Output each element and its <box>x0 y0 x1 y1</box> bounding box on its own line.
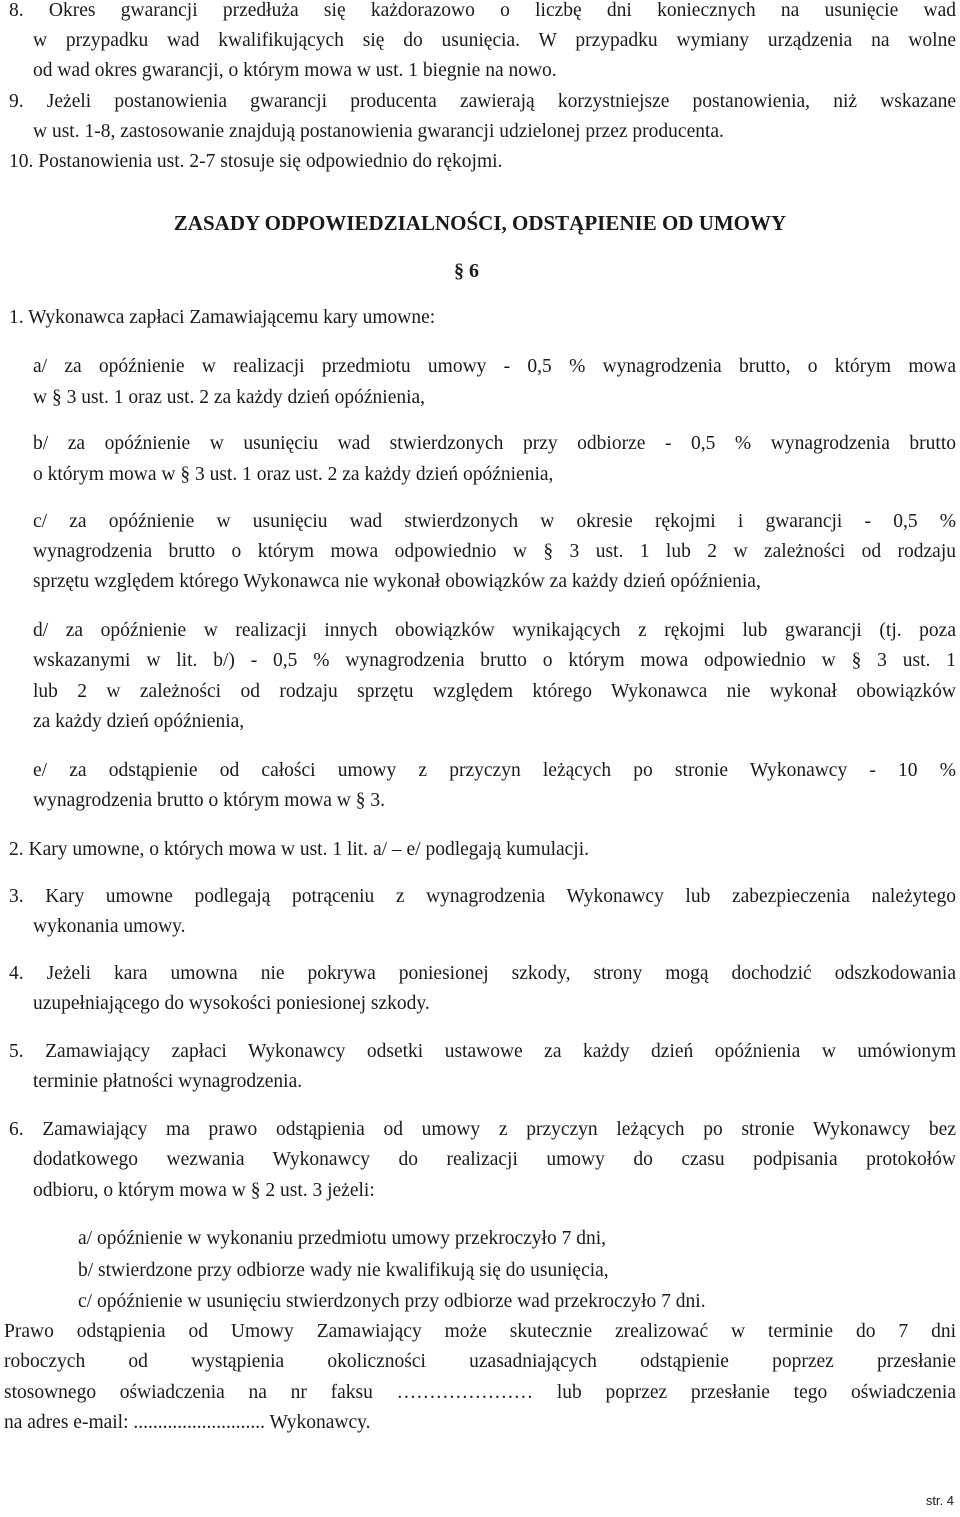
penalty-line: b/ za opóźnienie w usunięciu wad stwierdzonych przy odbiorze - 0,5 % wynagrodzenia brutto <box>33 433 956 454</box>
item-1-intro: 1. Wykonawca zapłaci Zamawiającemu kary umowne: <box>9 307 436 328</box>
penalty-line: za każdy dzień opóźnienia, <box>33 711 245 732</box>
point-line: 5. Zamawiający zapłaci Wykonawcy odsetki ustawowe za każdy dzień opóźnienia w umówionym <box>9 1041 956 1062</box>
text-line: w przypadku wad kwalifikujących się do usunięcia. W przypadku wymiany urządzenia na wolne <box>33 30 956 51</box>
closing-line: stosownego oświadczenia na nr faksu ………………… lub poprzez przesłanie tego oświadczenia <box>4 1382 956 1403</box>
page-number: str. 4 <box>925 1493 954 1508</box>
penalty-line: o którym mowa w § 3 ust. 1 oraz ust. 2 za każdy dzień opóźnienia, <box>33 464 554 485</box>
point-line: uzupełniającego do wysokości poniesionej szkody. <box>33 993 430 1014</box>
closing-line: na adres e-mail: ........................... Wykonawcy. <box>4 1412 371 1433</box>
penalty-line: w § 3 ust. 1 oraz ust. 2 za każdy dzień opóźnienia, <box>33 387 426 408</box>
closing-line: roboczych od wystąpienia okoliczności uzasadniających odstąpienie poprzez przesłanie <box>4 1351 956 1372</box>
penalty-line: wynagrodzenia brutto o którym mowa odpowiednio w § 3 ust. 1 lub 2 w zależności od rodzaju <box>33 541 956 562</box>
point-line: odbioru, o którym mowa w § 2 ust. 3 jeżeli: <box>33 1180 375 1201</box>
section-heading: ZASADY ODPOWIEDZIALNOŚCI, ODSTĄPIENIE OD UMOWY <box>173 211 787 235</box>
point-line: terminie płatności wynagrodzenia. <box>33 1071 303 1092</box>
point-line: 2. Kary umowne, o których mowa w ust. 1 lit. a/ – e/ podlegają kumulacji. <box>9 839 590 860</box>
text-line: od wad okres gwarancji, o którym mowa w ust. 1 biegnie na nowo. <box>33 60 557 81</box>
penalty-line: wskazanymi w lit. b/) - 0,5 % wynagrodzenia brutto o którym mowa odpowiednio w § 3 ust. 1 <box>33 650 956 671</box>
text-line: 9. Jeżeli postanowienia gwarancji producenta zawierają korzystniejsze postanowienia, niż wskazane <box>9 91 956 112</box>
penalty-line: lub 2 w zależności od rodzaju sprzętu względem którego Wykonawca nie wykonał obowiązków <box>33 681 956 702</box>
point-line: wykonania umowy. <box>33 916 186 937</box>
point-line: 4. Jeżeli kara umowna nie pokrywa poniesionej szkody, strony mogą dochodzić odszkodowania <box>9 963 956 984</box>
sub-item: b/ stwierdzone przy odbiorze wady nie kwalifikują się do usunięcia, <box>78 1260 609 1281</box>
penalty-line: c/ za opóźnienie w usunięciu wad stwierdzonych w okresie rękojmi i gwarancji - 0,5 % <box>33 511 956 532</box>
section-number: § 6 <box>454 260 479 282</box>
penalty-line: sprzętu względem którego Wykonawca nie wykonał obowiązków za każdy dzień opóźnienia, <box>33 571 761 592</box>
sub-item: a/ opóźnienie w wykonaniu przedmiotu umowy przekroczyło 7 dni, <box>78 1228 606 1249</box>
point-line: dodatkowego wezwania Wykonawcy do realizacji umowy do czasu podpisania protokołów <box>33 1149 956 1170</box>
sub-item: c/ opóźnienie w usunięciu stwierdzonych przy odbiorze wad przekroczyło 7 dni. <box>78 1291 706 1312</box>
text-line: 10. Postanowienia ust. 2-7 stosuje się odpowiednio do rękojmi. <box>9 151 503 172</box>
closing-line: Prawo odstąpienia od Umowy Zamawiający może skutecznie zrealizować w terminie do 7 dni <box>4 1321 956 1342</box>
text-line: w ust. 1-8, zastosowanie znajdują postanowienia gwarancji udzielonej przez producenta. <box>33 121 724 142</box>
penalty-line: a/ za opóźnienie w realizacji przedmiotu umowy - 0,5 % wynagrodzenia brutto, o którym mowa <box>33 356 956 377</box>
text-line: 8. Okres gwarancji przedłuża się każdorazowo o liczbę dni koniecznych na usunięcie wad <box>9 0 956 21</box>
penalty-line: wynagrodzenia brutto o którym mowa w § 3. <box>33 790 386 811</box>
point-line: 3. Kary umowne podlegają potrąceniu z wynagrodzenia Wykonawcy lub zabezpieczenia należytego <box>9 886 956 907</box>
penalty-line: e/ za odstąpienie od całości umowy z przyczyn leżących po stronie Wykonawcy - 10 % <box>33 760 956 781</box>
penalty-line: d/ za opóźnienie w realizacji innych obowiązków wynikających z rękojmi lub gwarancji (tj. poza <box>33 620 956 641</box>
point-line: 6. Zamawiający ma prawo odstąpienia od umowy z przyczyn leżących po stronie Wykonawcy bez <box>9 1119 956 1140</box>
